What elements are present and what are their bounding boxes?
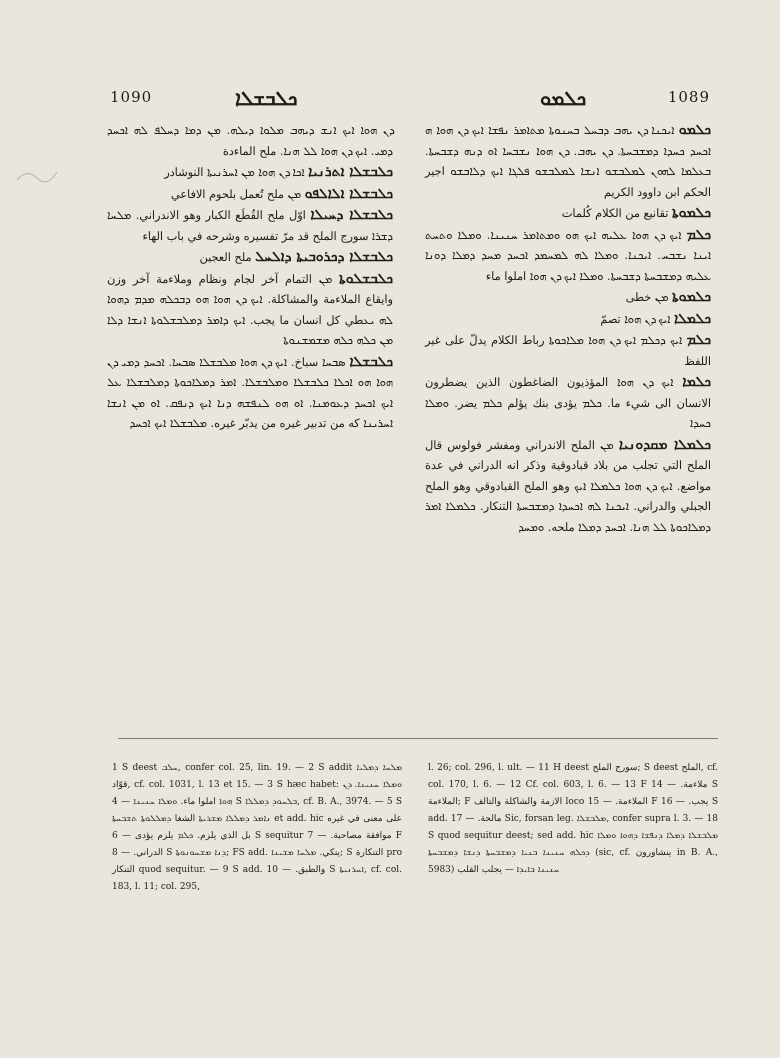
right-entry-7 (425, 372, 711, 435)
right-entry-5 (425, 309, 711, 331)
entry-lemma: ܟܠܡ (686, 332, 712, 348)
footnote-rule (118, 738, 718, 739)
entry-text: تقانيع من الكلام كُلمات (561, 207, 669, 220)
right-entry-2 (425, 203, 711, 225)
left-page-number: 1090 (110, 88, 153, 106)
entry-lemma: ܟܠܡܠܐ ܡܩܕܘܢܝܐ (618, 436, 711, 453)
right-text-column (425, 120, 711, 710)
entry-text: ܡܢ التمام آخر لجام ونظام وملاءمة آخر وزن وايقاع الملاءمة والمشاكلة. ܐܝܟ ܕܢ ܗܘܐ ܗܘ ܕܒܟܠܗ ܡܕܡ ܕܗܘܐ ܠܗ ܝܥطي كل انسان ما يجب. ܐܝܟ ܕܐܡܪ ܕܡܠܒܫܠܘܬܐ ܐܢܫܐ ܕܠܐ ܡܢ ܟܠܗ ܟܠܗ ܡܫܡܫܢܘܬܐ (107, 272, 393, 347)
entry-text: ܐܝܟܢܐ ܕܢ ܝܗܒ ܕܒܚܠ ܒܚܢܘܬܐ ܡܬܐܡܪ ܢܦܫܐ ܐܝܟ ܕܢ ܗܘܐ ܗ ܐܟܚܕ ܟܚܕܐ ܕܡܫܒܚܬܐ. ܕܢ ܝܗܒ. ܕܢ ܗܘܐ ܢܫܒܚܐ ܐܘ ܕܢܗ ܕܫܒܚܬܐ. ܒܥܠܡܐ ܠܗܘܢ ܠܡܠܒܫܘ ܐܢܫܐ ܠܡܠܒܫܘ ܦܠܓܐ ܐܝܟ ܕܠܐܒܫܘ اجير الحكم ابن داوود الكريم (425, 124, 711, 199)
footnotes-left: 1 S deest ܚܠܒ, confer col. 25, lin. 19. — 2 S addit ܡܠܚܐ ܕܡܠܝܐ قوّاد, cf. col. 1031, l. 13 et 15. — 3 S hæc habet: ܘܡܠܐ ܚܢܝܢܐ. ܕܢ ܗܘܐ املوا ماء. ܘܡܠܐ ܚܢܝܢܐ — 4 S ܒܠܚܘܕ ܕܡܠܠܐ, cf. B. A., 3974. — 5 S ܢܐܡܪ ܕܡܠܠܐ ܡܫܪܝܬܐ الشغا ܕܡܠܠܘܬܐ ܬܫܒܚܬܐ et add. hic على معنى في غيره بل الذي يلزم. ܟܠܡ يلزم يؤدى — 6 S sequitur موافقة مصاحبة. — 7 F الدراني. — 8 S ܕܢܐ ܡܫܚܘܢܘܬܐ; FS add. ينكي. ܡܠܚܐ ܡܫܝܢܐ; S التنكارة pro التنكار quod sequitur. — 9 S add. والطبق. — 10 S ܐܚܪܢܝܬܐ, cf. col. 183, l. 11; col. 295, (112, 763, 403, 892)
entry-text: ܕܢ ܗܘܐ ܐܝܟ ܐܢܫ ܕܝܗܒ ܡܠܘܐ ܕܝܠܗ. ܡܢ ܕܡܐ ܕܚܠܦ ܠܗ ܐܟܚܕ ܕܡܝ. ܐܝܟ ܕܢ ܗܘܐ ܠܠ ܗܢܐ. ملح الماءدة (107, 124, 393, 158)
entry-text: ܐܝܟ ܕܢ ܗܘܐ المؤذيون الضاغطون الذين يضطرون الانسان الى شيء ما. ܟܠܡ يؤدى بنك يؤلم ܟܠܡ يضر. ܘܡܠܐ ܟܚܕܐ (425, 376, 711, 430)
right-entry-4 (425, 287, 711, 309)
entry-text: ܐܝܟ ܕܟܠܡ ܐܝܟ ܕܢ ܗܘܐ ܡܠܐܟܘܬܐ رباط الكلام يدلّ على غير اللفظ (425, 334, 711, 368)
entry-lemma: ܟܠܡܘܬܐ (671, 289, 711, 305)
entry-text: ܡܢ ملح تُعمل بلحوم الافاعي (170, 187, 302, 201)
entry-lemma: ܟܠܡܠܐ (674, 310, 711, 327)
footnotes-right: l. 26; col. 296, l. ult. — 11 H deest سورج الملح; S deest الملح, cf. col. 170, l. 6. — 12 Cf. col. 603, l. 6. — 13 F ملاءمة. — 14 S الملاءمة; F الازمة والشاكلة والتالف loco الملاءمة. — 15 F يجب. — 16 S add. مالحة. — 17 Sic, forsan leg. ܡܠܒܫܠܐ, confer supra l. 3. — 18 S quod sequitur deest; sed add. hic ܡܠܒܫܠܐ ܕܡܠܐ ܕܢܦܫܐ ܕܗܘܐ ܘܡܠܐ ܕܟܠܗ ܚܢܝܢܐ ܒܢܝܐ ܕܡܫܒܚܬܐ ܕܢܫܐ ܕܡܫܒܚܬܐ (sic, cf. ينشاورون in B. A., 5983) ܚܢܝܢܐ ܒܐܝܕܐ — يجلب القلب (428, 763, 719, 875)
left-text-column (107, 120, 393, 710)
left-running-head: ܟܠܒܫܠܐ (235, 86, 298, 110)
left-entry-7 (107, 352, 393, 435)
entry-text: ملح العجين (199, 251, 252, 264)
entry-lemma: ܟܠܒܫܠܐ ܐܬܪܢܝܐ (308, 164, 393, 180)
entry-text: ܐܝܟ ܕܢ ܗܘܐ ܥܠܝܗ ܐܝܟ ܗܘ ܘܡܬܐܡܪ ܚܢܝܢܐ. ܘܡܠܐ ܘܬܚܬ ܐܝܢܐ ܢܫܒܚ. ܐܝܟܢܐ. ܘܡܠܐ ܠܗ ܠܡܚܡܕ ܐܟܚܕ ܡܚܕ ܕܡܠܐ ܕܘܢܐ ܥܠܝܗ ܕܡܫܒܚܬܐ ܕܫܒܚܬܐ. ܘܡܠܐ ܐܝܟ ܕܢ ܗܘܐ املوا ماء (425, 228, 711, 283)
left-entry-6 (107, 269, 393, 352)
right-running-head: ܟܠܡܘ (540, 86, 587, 110)
left-entry-1 (107, 120, 393, 162)
entry-text: ܣܒܚܐ سباخ. ܐܝܟ ܕܢ ܗܘܐ ܡܠܒܫܠܐ ܣܒܚܐ. ܐܟܚܕ ܕܡܝ ܕܢ ܗܘܐ ܗܘ ܐܟܠܐ ܟܠܒܫܠܐ ܘܡܠܒܫܠܐ. ܐܡܪ ܕܡܠܐܟܘܬܐ ܕܡܠܒܫܠܐ ܥܠ ܐܝܟ ܐܟܚܕ ܕܥܘܡܢܐ. ܐܘ ܗܘ ܠܢܦܫܗ ܕܢܐ ܐܝܟ ܕܢܦܩ. ܐܘ ܡܢ ܐܢܫܐ ܐܚܪܝܢܐ كه من تدبير غيره من يدبّر غيره. ܡܠܒܫܠܐ ܐܝܟ ܐܟܚܕ (107, 355, 393, 430)
entry-lemma: ܟܠܒܫܠܐ ܕܚܝܠܐ (310, 207, 394, 223)
entry-text: ܐܟܐ ܕܢ ܗܘܐ ܡܢ ܐܚܪܢܝܬܐ النوشادر (164, 166, 305, 179)
left-entry-4 (107, 205, 393, 247)
entry-lemma: ܟܠܒܫܠܐ (349, 353, 394, 370)
left-entry-3 (107, 184, 393, 206)
entry-lemma: ܟܠܡܐ (682, 374, 711, 390)
page-header (110, 86, 710, 114)
entry-text: ܡܢ خطى (625, 291, 669, 304)
entry-text: ܡܢ الملح الاندراني ومفشر فولوس قال الملح التي تجلب من بلاد قبادوقية وذكر انه الدراني في عدة مواضع. ܐܝܟ ܕܢ ܗܘܐ ܟܠܡܠܐ ܐܝܟ وهو الملح القبادوقي وهو الملح الجبلي والدراني. ܐܝܟܢܐ ܠܗ ܐܟܚܕܐ ܕܡܫܒܚܬܐ التنكار. ܟܠܡܠܐ ܐܡܪ ܕܡܠܐܟܘܬܐ ܠܠ ܗܢܐ. ܐܟܚܕ ܕܡܠܐ ملحه. ܘܡܚܕ (425, 438, 711, 534)
entry-lemma: ܟܠܒܫܠܐ ܐܠܐܠܦܘ (304, 185, 393, 202)
entry-text: اوّل ملح القُطَع الكبار وهو الاندراني. ܡܠܚܐ ܕܫܪܐ سورج الملح قد مرّ تفسيره وشرحه في باب الهاء (107, 209, 393, 243)
entry-lemma: ܟܠܡ (686, 226, 712, 243)
left-entry-5 (107, 247, 393, 269)
right-entry-1 (425, 120, 711, 203)
left-entry-2 (107, 162, 393, 184)
entry-lemma: ܟܠܒܫܠܘܬܐ (339, 270, 393, 287)
right-entry-8 (425, 435, 711, 539)
entry-text: ܐܝܟ ܕܢ ܗܘܐ تصمّ (600, 312, 671, 326)
entry-lemma: ܟܠܒܫܠܐ ܕܟܪܘܒܝܬܐ ܕܐܠܚܠ (255, 249, 393, 265)
right-entry-6 (425, 330, 711, 372)
right-page-number: 1089 (667, 88, 710, 106)
margin-pencil-mark (12, 160, 62, 190)
entry-lemma: ܟܠܡܘܬܐ (671, 205, 711, 221)
entry-lemma: ܟܠܡܘ (678, 122, 712, 138)
right-entry-3 (425, 225, 711, 288)
